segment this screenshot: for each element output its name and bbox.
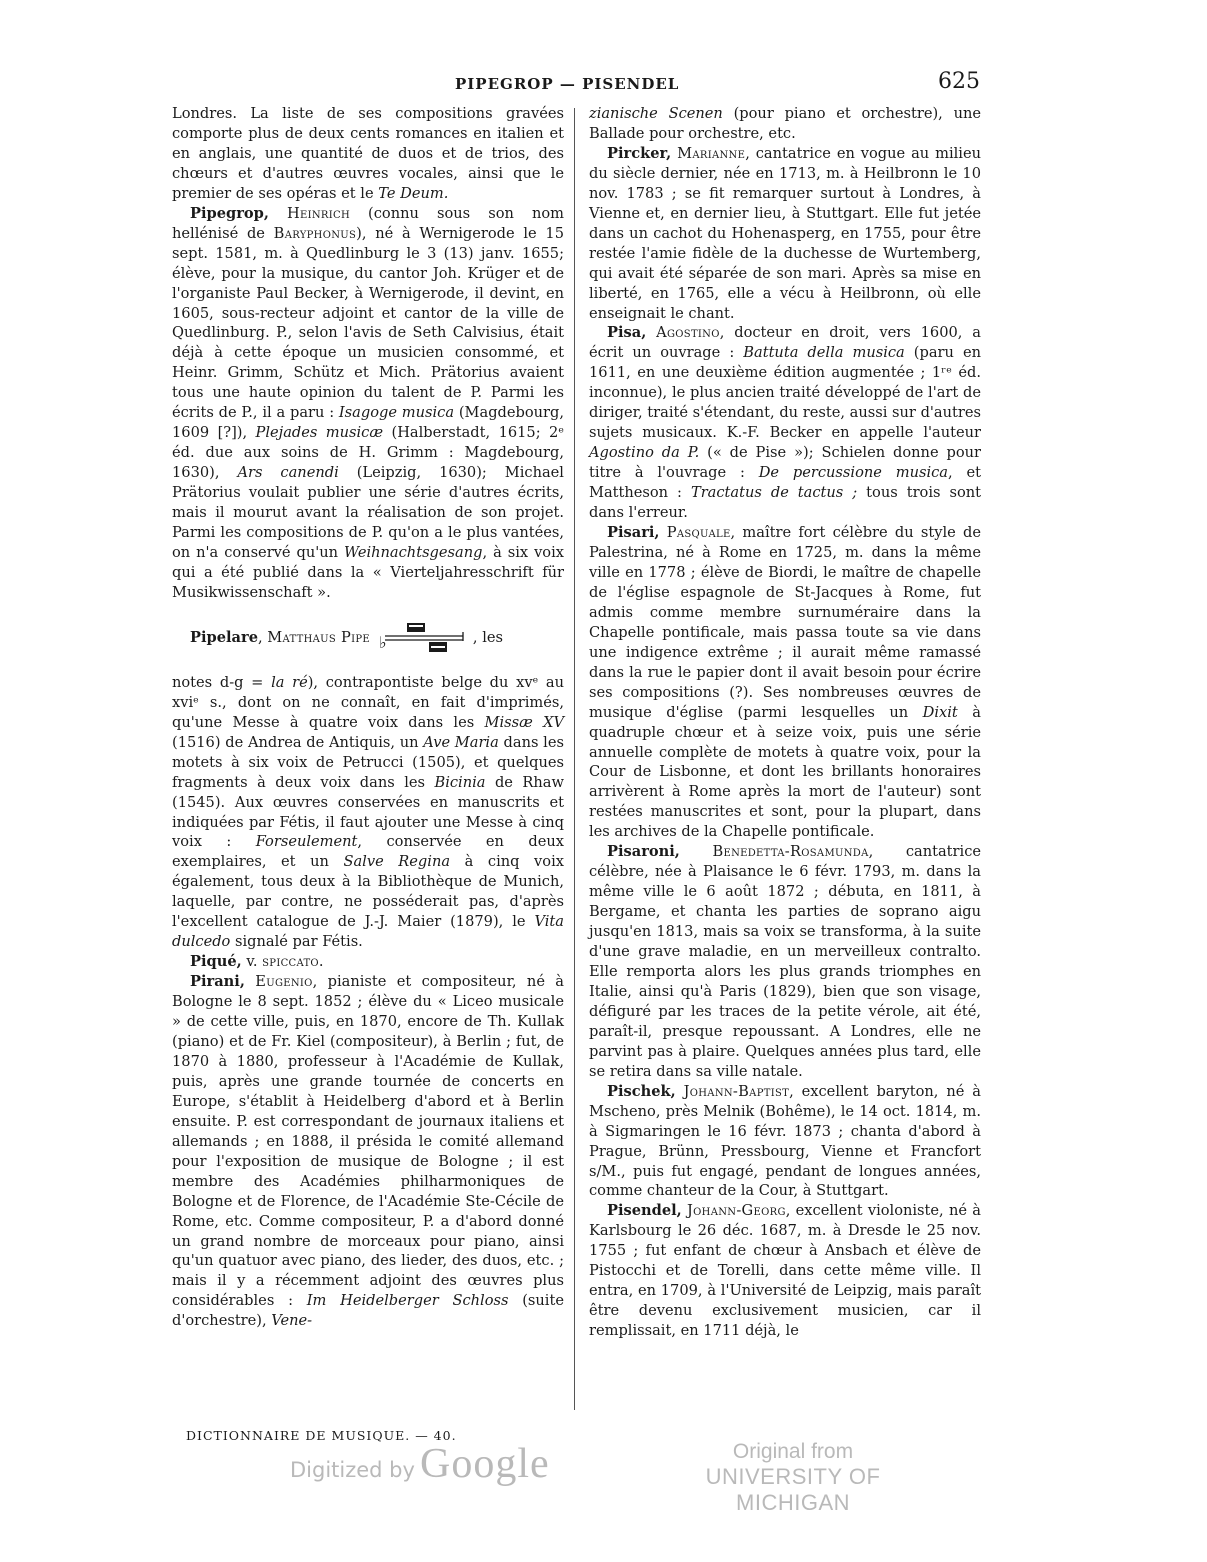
entry-pirani: Pirani, Eugenio, pianiste et compositeur, né à Bologne le 8 sept. 1852 ; élève du « Liceo musicale » de cette ville, puis, en 1870, encore de Th. Kullak (piano) et de Fr. Kiel (compositeur), à Berlin ; fut, de 1870 à 1880, professeur à l'Académie de Kullak, puis, après une grande tournée de concerts en Europe, s'établit à Heidelberg d'abord et à Berlin ensuite. P. est correspondant de journaux italiens et allemands ; en 1888, il présida le comité allemand pour l'exposition de musique de Bologne ; il est membre des Académies philharmoniques de Bologne et de Florence, de l'Académie Ste-Cécile de Rome, etc. Comme compositeur, P. a d'abord donné un grand nombre de morceaux pour piano, ainsi qu'un quatuor avec piano, des lieder, des duos, etc. ; mais il y a récemment adjoint des œuvres plus considérables : Im Heidelberger Schloss (suite d'orchestre), Vene- [172, 973, 565, 1330]
column-divider [574, 108, 575, 1410]
running-head [0, 69, 1207, 99]
entry-pipelare-heading: Pipelare, Matthaus Pipe ♭ , les [172, 603, 564, 673]
headword: Pischek, [607, 1082, 676, 1100]
headword: Pirani, [190, 973, 245, 991]
headword: Pisaroni, [607, 843, 680, 861]
page-number: 625 [938, 69, 980, 94]
left-column [172, 104, 564, 1331]
library-watermark: Original from UNIVERSITY OF MICHIGAN [705, 1440, 881, 1515]
entry-pischek: Pischek, Johann-Baptist, excellent baryton, né à Mscheno, près Melnik (Bohême), le 14 oct. 1814, m. à Sigmaringen le 16 févr. 1873 ; chanta d'abord à Prague, Brünn, Pressbourg, Vienne et Francfort s/M., puis fut engagé, pendant de longues années, comme chanteur de la Cour, à Stuttgart. [589, 1082, 981, 1200]
headword: Pipegrop, [190, 204, 269, 222]
paragraph-continued: zianische Scenen (pour piano et orchestre), une Ballade pour orchestre, etc. [589, 105, 982, 142]
entry-pircker: Pircker, Marianne, cantatrice en vogue au milieu du siècle dernier, née en 1713, m. à Heilbronn le 10 nov. 1783 ; se fit remarquer surtout à Londres, à Vienne et, en dernier lieu, à Stuttgart. Elle fut jetée dans un cachot du Hohenasperg, en 1755, pour être restée l'amie fidèle de la duchesse de Wurtemberg, qui avait été séparée de son mari. Après sa mise en liberté, en 1765, elle a vécu à Heilbronn, où elle enseignait le chant. [589, 144, 981, 322]
headword: Pisari, [607, 524, 660, 542]
headword: Pipelare [190, 628, 258, 646]
running-title: PIPEGROP — PISENDEL [455, 75, 680, 93]
entry-pisari: Pisari, Pasquale, maître fort célèbre du style de Palestrina, né à Rome en 1725, m. dans la même ville en 1778 ; élève de Biordi, le maître de chapelle de l'église espagnole de St-Jacques à Rome, fut admis comme membre surnuméraire dans la Chapelle pontificale, mais passa toute sa vie dans une indigence extrême ; il aurait même ramassé dans la rue le papier dont il avait besoin pour écrire ses compositions (?). Ses nombreuses œuvres de musique d'église (parmi lesquelles un Dixit à quadruple chœur et à seize voix, puis une série annuelle complète de motets à quatre voix, pour la Cour de Lisbonne, et dont les brillants honoraires arrivèrent à Rome après la mort de l'auteur) sont restées manuscrites et sont, pour la plupart, dans les archives de la Chapelle pontificale. [589, 524, 981, 841]
music-notation-icon [379, 623, 469, 653]
entry-pipegrop: Pipegrop, Heinrich (connu sous son nom hellénisé de Baryphonus), né à Wernigerode le 15 sept. 1581, m. à Quedlinburg le 3 (13) janv. 1655; élève, pour la musique, du cantor Joh. Krüger et de l'organiste Paul Becker, à Wernigerode, il devint, en 1605, sous-recteur adjoint et cantor de la ville de Quedlinburg. P., selon l'avis de Seth Calvisius, était déjà à cette époque un musicien consommé, et Heinr. Grimm, Schütz et Mich. Prätorius avaient tous une haute opinion du talent de P. Parmi les écrits de P., il a paru : Isagoge musica (Magdebourg, 1609 [?]), Plejades musicæ (Halberstadt, 1615; 2ᵉ éd. due aux soins de H. Grimm : Magdebourg, 1630), Ars canendi (Leipzig, 1630); Michael Prätorius voulait publier une série d'autres écrits, mais il mourut avant la réalisation de son projet. Parmi les compositions de P. qu'on a le plus vantées, on n'a conservé qu'un Weihnachtsgesang, à six voix qui a été publié dans la « Vierteljahresschrift für Musikwissenschaft ». [172, 204, 565, 601]
entry-pisendel: Pisendel, Johann-Georg, excellent violoniste, né à Karlsbourg le 26 déc. 1687, m. à Dresde le 25 nov. 1755 ; fut enfant de chœur à Ansbach et élève de Pistocchi et de Torelli, dans cette même ville. Il entra, en 1709, à l'Université de Leipzig, mais paraît être devenu exclusivement musicien, car il remplissait, en 1711 déjà, le [589, 1202, 981, 1340]
right-column [589, 104, 981, 1341]
signature-mark: DICTIONNAIRE DE MUSIQUE. — 40. [186, 1428, 457, 1443]
headword: Piqué, [190, 953, 242, 971]
google-logo: Google [420, 1441, 550, 1487]
entry-pisaroni: Pisaroni, Benedetta-Rosamunda, cantatrice célèbre, née à Plaisance le 6 févr. 1793, m. dans la même ville le 6 août 1872 ; débuta, en 1811, à Bergame, et chanta les parties de soprano aigu jusqu'en 1813, mais sa voix se transforma, à la suite d'une grave maladie, en un merveilleux contralto. Elle remporta alors les plus grands triomphes en Italie, ainsi qu'à Paris (1829), bien que son visage, défiguré par les traces de la petite vérole, ait été, paraît-il, presque repoussant. A Londres, elle ne parvint pas à plaire. Quelques années plus tard, elle se retira dans sa ville natale. [589, 843, 982, 1080]
entry-pipelare-body: notes d-g = la ré), contrapontiste belge du xvᵉ au xviᵉ s., dont on ne connaît, en fait d'imprimés, qu'une Messe à quatre voix dans les Missæ XV (1516) de Andrea de Antiquis, un Ave Maria dans les motets à six voix de Petrucci (1505), et quelques fragments à deux voix dans les Bicinia de Rhaw (1545). Aux œuvres conservées en manuscrits et indiquées par Fétis, il faut ajouter une Messe à cinq voix : Forseulement, conservée en deux exemplaires, et un Salve Regina à cinq voix également, tous deux à la Bibliothèque de Munich, laquelle, par contre, ne posséderait pas, d'après l'excellent catalogue de J.-J. Maier (1879), le Vita dulcedo signalé par Fétis. [172, 673, 565, 951]
headword: Pisendel, [607, 1202, 682, 1220]
digitized-watermark: Digitized by Google [290, 1441, 550, 1487]
paragraph-continued: Londres. La liste de ses compositions gravées comporte plus de deux cents romances en italien et en anglais, une quantité de duos et de trios, des chœurs et d'autres œuvres vocales, ainsi que le premier de ses opéras et le Te Deum. [172, 105, 564, 202]
entry-pisa: Pisa, Agostino, docteur en droit, vers 1600, a écrit un ouvrage : Battuta della musica (paru en 1611, en une deuxième édition augmentée ; 1ʳᵉ éd. inconnue), le plus ancien traité développé de l'art de diriger, traité s'étendant, du reste, aussi sur d'autres sujets musicaux. K.-F. Becker en appelle l'auteur Agostino da P. (« de Pise »); Schielen donne pour titre à l'ouvrage : De percussione musica, et Mattheson : Tractatus de tactus ; tous trois sont dans l'erreur. [589, 324, 982, 522]
svg-text:♭: ♭ [378, 632, 387, 652]
headword: Pircker, [607, 144, 672, 162]
headword: Pisa, [607, 324, 647, 342]
entry-pique: Piqué, v. spiccato. [190, 953, 324, 971]
